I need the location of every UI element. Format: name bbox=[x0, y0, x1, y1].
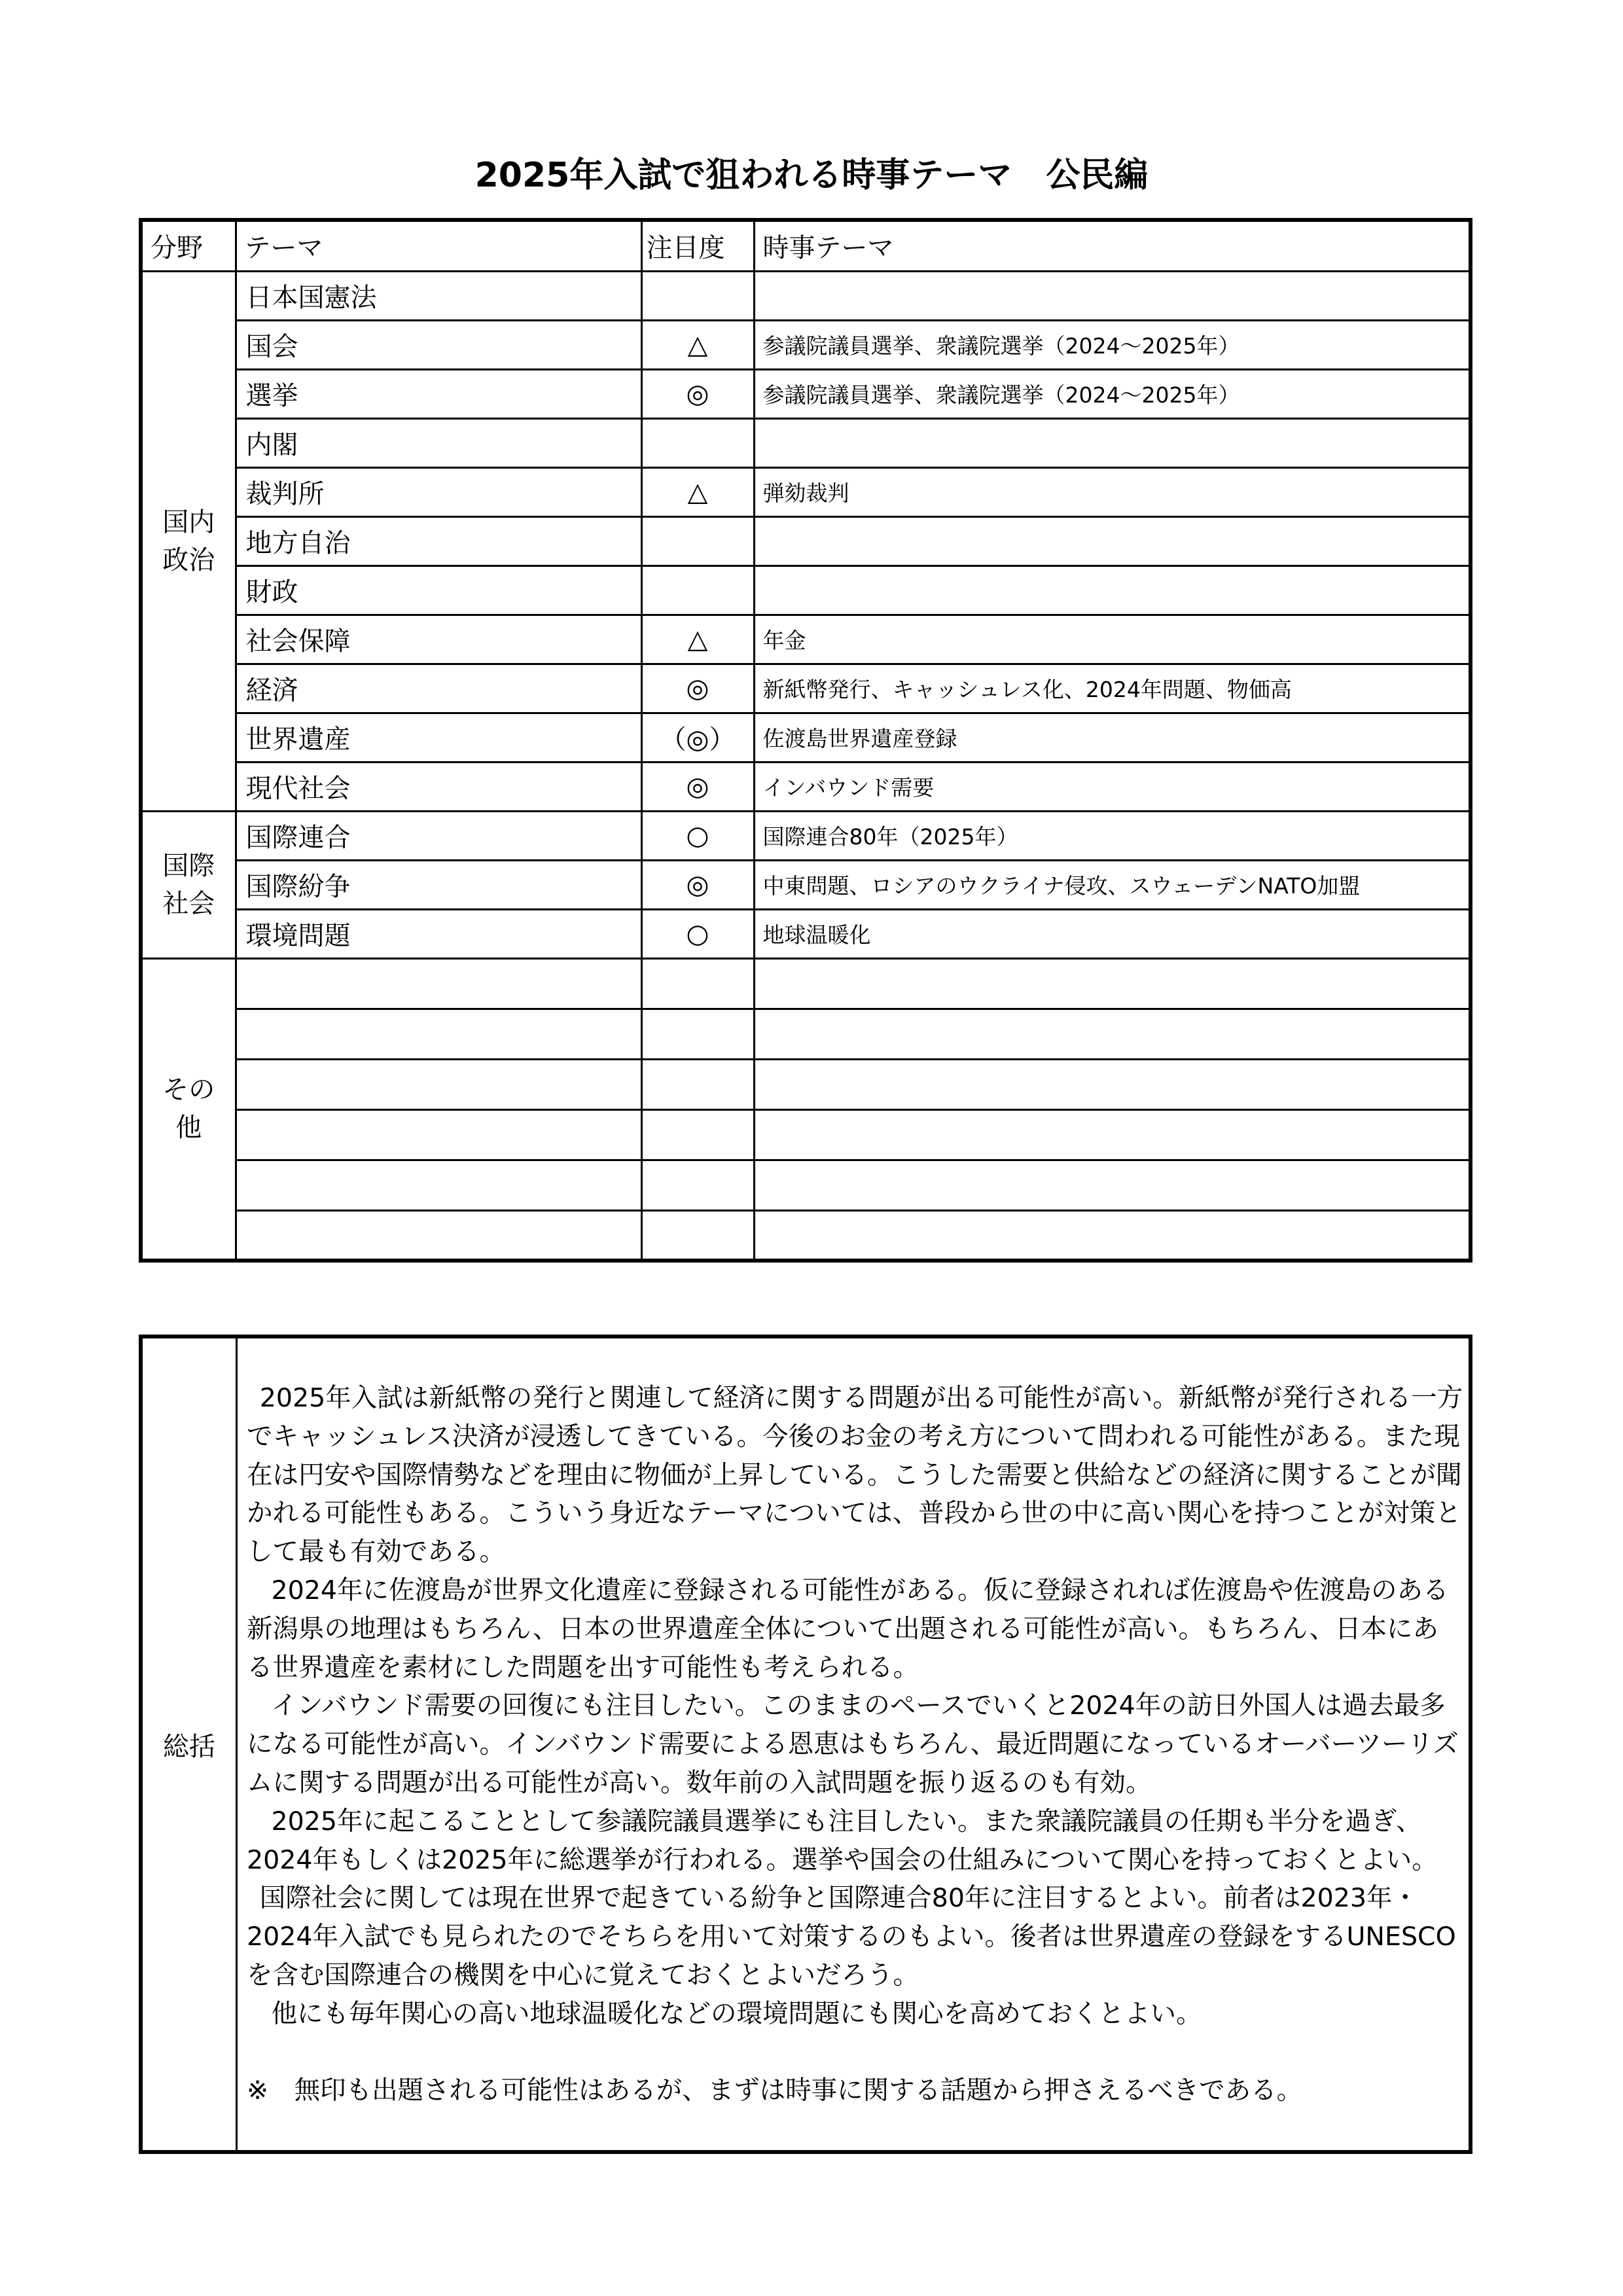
mark-cell: ◎ bbox=[641, 664, 754, 713]
header-field: 分野 bbox=[141, 220, 236, 271]
topic-cell bbox=[754, 516, 1471, 565]
theme-cell: 国際紛争 bbox=[236, 860, 641, 909]
mark-cell bbox=[641, 1210, 754, 1261]
table-row bbox=[141, 958, 1471, 1009]
theme-cell bbox=[236, 1059, 641, 1109]
summary-label: 総括 bbox=[141, 1336, 237, 2152]
mark-cell: △ bbox=[641, 615, 754, 664]
mark-cell: △ bbox=[641, 467, 754, 516]
table-row bbox=[141, 369, 1471, 418]
topic-cell bbox=[754, 271, 1471, 320]
table-row bbox=[141, 615, 1471, 664]
table-header-row bbox=[141, 220, 1471, 271]
theme-table bbox=[139, 218, 1472, 1263]
theme-cell bbox=[236, 1009, 641, 1059]
mark-cell bbox=[641, 1109, 754, 1160]
theme-cell: 財政 bbox=[236, 565, 641, 615]
mark-cell bbox=[641, 565, 754, 615]
table-row bbox=[141, 811, 1471, 860]
table-row bbox=[141, 467, 1471, 516]
theme-cell: 社会保障 bbox=[236, 615, 641, 664]
topic-cell: 参議院議員選挙、衆議院選挙（2024～2025年） bbox=[754, 320, 1471, 369]
table-row bbox=[141, 565, 1471, 615]
field-cell: その 他 bbox=[141, 958, 236, 1261]
table-row bbox=[141, 762, 1471, 811]
mark-cell: △ bbox=[641, 320, 754, 369]
mark-cell bbox=[641, 418, 754, 467]
mark-cell bbox=[641, 1160, 754, 1210]
summary-body bbox=[237, 1336, 1471, 2152]
table-row bbox=[141, 418, 1471, 467]
theme-cell bbox=[236, 1210, 641, 1261]
theme-cell: 環境問題 bbox=[236, 909, 641, 958]
mark-cell: ○ bbox=[641, 811, 754, 860]
mark-cell: ◎ bbox=[641, 369, 754, 418]
topic-cell bbox=[754, 1210, 1471, 1261]
header-theme: テーマ bbox=[236, 220, 641, 271]
topic-cell: 参議院議員選挙、衆議院選挙（2024～2025年） bbox=[754, 369, 1471, 418]
theme-cell: 内閣 bbox=[236, 418, 641, 467]
topic-cell: 弾劾裁判 bbox=[754, 467, 1471, 516]
theme-cell: 世界遺産 bbox=[236, 713, 641, 762]
topic-cell: 新紙幣発行、キャッシュレス化、2024年問題、物価高 bbox=[754, 664, 1471, 713]
topic-cell bbox=[754, 1160, 1471, 1210]
mark-cell bbox=[641, 1009, 754, 1059]
table-row bbox=[141, 664, 1471, 713]
theme-cell: 国際連合 bbox=[236, 811, 641, 860]
table-row bbox=[141, 1059, 1471, 1109]
table-row bbox=[141, 516, 1471, 565]
topic-cell bbox=[754, 1059, 1471, 1109]
topic-cell: 年金 bbox=[754, 615, 1471, 664]
mark-cell bbox=[641, 516, 754, 565]
summary-paragraph-inbound: インバウンド需要の回復にも注目したい。このままのペースでいくと2024年の訪日外国人は過去最多になる可能性が高い。インバウンド需要による恩恵はもちろん、最近問題になっているオーバーツーリズムに関する問題が出る可能性が高い。数年前の入試問題を振り返るのも有効。 bbox=[247, 1691, 1459, 1798]
table-row bbox=[141, 271, 1471, 320]
topic-cell bbox=[754, 418, 1471, 467]
table-row bbox=[141, 1109, 1471, 1160]
theme-cell: 国会 bbox=[236, 320, 641, 369]
table-row bbox=[141, 1210, 1471, 1261]
mark-cell: （◎） bbox=[641, 713, 754, 762]
topic-cell: 佐渡島世界遺産登録 bbox=[754, 713, 1471, 762]
summary-paragraph-economy: 2025年入試は新紙幣の発行と関連して経済に関する問題が出る可能性が高い。新紙幣が発行される一方でキャッシュレス決済が浸透してきている。今後のお金の考え方について問われる可能性がある。また現在は円安や国際情勢などを理由に物価が上昇している。こうした需要と供給などの経済に関することが聞かれる可能性もある。こういう身近なテーマについては、普段から世の中に高い関心を持つことが対策として最も有効である。 bbox=[247, 1383, 1463, 1568]
table-row bbox=[141, 1160, 1471, 1210]
page-title: 2025年入試で狙われる時事テーマ 公民編 bbox=[474, 156, 1149, 195]
summary-paragraph-election: 2025年に起こることとして参議院議員選挙にも注目したい。また衆議院議員の任期も半分を過ぎ、2024年もしくは2025年に総選挙が行われる。選挙や国会の仕組みについて関心を持っておくとよい。 bbox=[247, 1806, 1438, 1875]
summary-note: ※ 無印も出題される可能性はあるが、まずは時事に関する話題から押さえるべきである。 bbox=[247, 2075, 1303, 2106]
theme-cell: 地方自治 bbox=[236, 516, 641, 565]
mark-cell: ◎ bbox=[641, 762, 754, 811]
theme-cell: 日本国憲法 bbox=[236, 271, 641, 320]
theme-cell bbox=[236, 1160, 641, 1210]
theme-cell bbox=[236, 958, 641, 1009]
theme-cell: 選挙 bbox=[236, 369, 641, 418]
mark-cell: ◎ bbox=[641, 860, 754, 909]
topic-cell: 中東問題、ロシアのウクライナ侵攻、スウェーデンNATO加盟 bbox=[754, 860, 1471, 909]
mark-cell bbox=[641, 1059, 754, 1109]
summary-paragraph-international: 国際社会に関しては現在世界で起きている紛争と国際連合80年に注目するとよい。前者は2023年・2024年入試でも見られたのでそちらを用いて対策するのもよい。後者は世界遺産の登録をするUNESCOを含む国際連合の機関を中心に覚えておくとよいだろう。 bbox=[247, 1883, 1456, 1990]
table-row bbox=[141, 320, 1471, 369]
table-row bbox=[141, 713, 1471, 762]
topic-cell bbox=[754, 565, 1471, 615]
topic-cell bbox=[754, 958, 1471, 1009]
theme-cell: 経済 bbox=[236, 664, 641, 713]
mark-cell: ○ bbox=[641, 909, 754, 958]
summary-table bbox=[139, 1335, 1472, 2154]
header-topic: 時事テーマ bbox=[754, 220, 1471, 271]
field-cell: 国内 政治 bbox=[141, 271, 236, 811]
summary-paragraph-heritage: 2024年に佐渡島が世界文化遺産に登録される可能性がある。仮に登録されれば佐渡島や佐渡島のある新潟県の地理はもちろん、日本の世界遺産全体について出題される可能性が高い。もちろん、日本にある世界遺産を素材にした問題を出す可能性も考えられる。 bbox=[247, 1575, 1449, 1683]
theme-cell: 現代社会 bbox=[236, 762, 641, 811]
topic-cell: インバウンド需要 bbox=[754, 762, 1471, 811]
field-cell: 国際 社会 bbox=[141, 811, 236, 958]
topic-cell bbox=[754, 1109, 1471, 1160]
summary-paragraph-environment: 他にも毎年関心の高い地球温暖化などの環境問題にも関心を高めておくとよい。 bbox=[271, 1998, 1202, 2029]
topic-cell: 地球温暖化 bbox=[754, 909, 1471, 958]
theme-cell bbox=[236, 1109, 641, 1160]
topic-cell: 国際連合80年（2025年） bbox=[754, 811, 1471, 860]
header-attention: 注目度 bbox=[641, 220, 754, 271]
table-row bbox=[141, 860, 1471, 909]
table-row bbox=[141, 909, 1471, 958]
topic-cell bbox=[754, 1009, 1471, 1059]
mark-cell bbox=[641, 271, 754, 320]
theme-cell: 裁判所 bbox=[236, 467, 641, 516]
mark-cell bbox=[641, 958, 754, 1009]
table-row bbox=[141, 1009, 1471, 1059]
